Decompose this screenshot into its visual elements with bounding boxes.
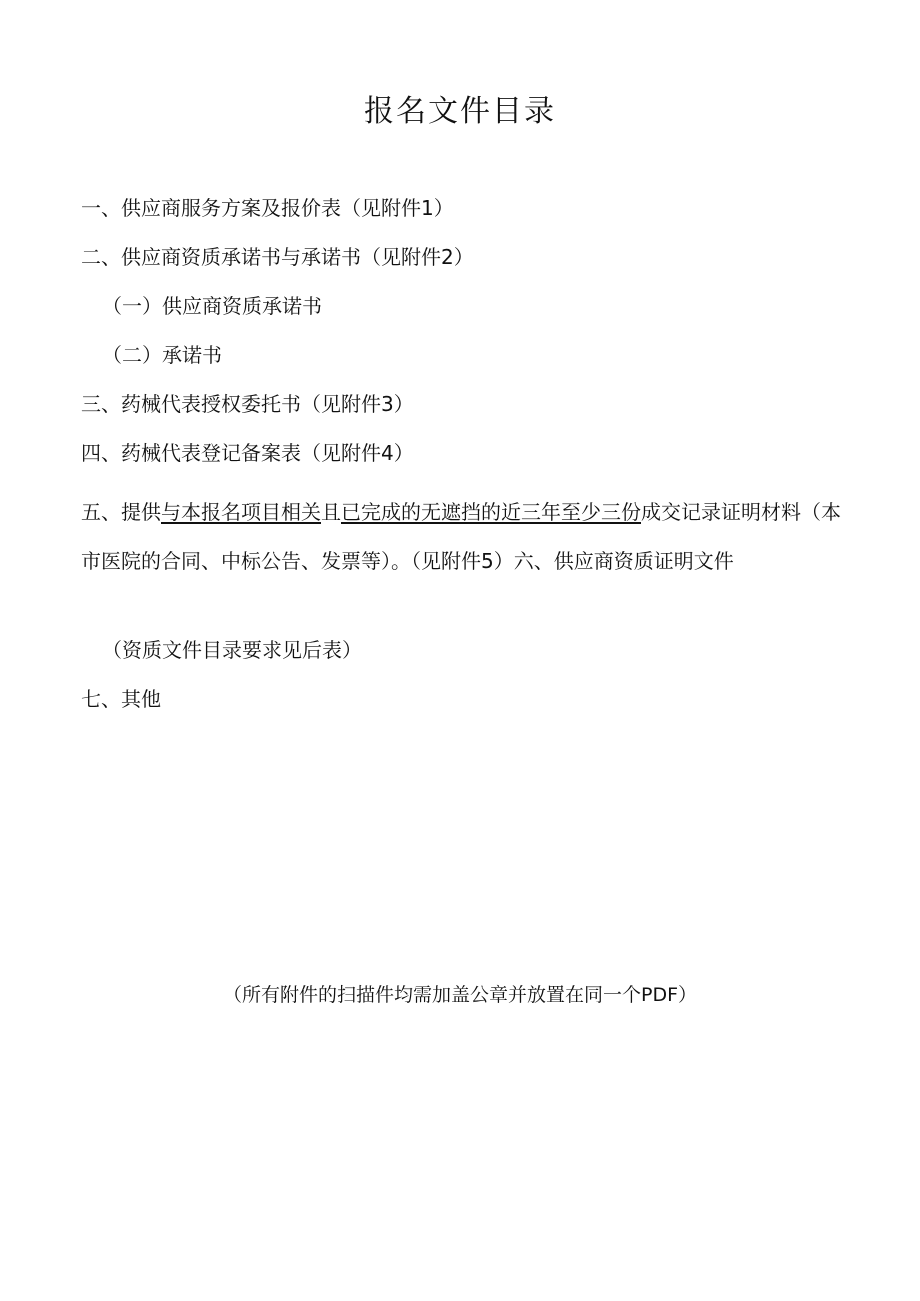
item-5-underlined-completed: 已完成的无遮挡的近三年至少三份 xyxy=(341,500,641,524)
footer-note: （所有附件的扫描件均需加盖公章并放置在同一个PDF） xyxy=(222,984,698,1006)
item-5-text-end: 成交记录证明材料（本市医院的合同、中标公告、发票等）。（见附件5）六、供应商资质证明文件 xyxy=(81,500,841,573)
list-item-6-note: （资质文件目录要求见后表） xyxy=(102,638,362,662)
list-item-2-sub-2: （二）承诺书 xyxy=(102,343,222,367)
list-item-3: 三、药械代表授权委托书（见附件3） xyxy=(81,392,414,416)
item-5-text-and: 且 xyxy=(321,500,341,524)
list-item-5-paragraph xyxy=(81,488,841,586)
item-5-text-start: 五、提供 xyxy=(81,500,161,524)
list-item-4: 四、药械代表登记备案表（见附件4） xyxy=(81,441,414,465)
list-item-7: 七、其他 xyxy=(81,687,161,711)
list-item-2: 二、供应商资质承诺书与承诺书（见附件2） xyxy=(81,245,474,269)
list-item-1: 一、供应商服务方案及报价表（见附件1） xyxy=(81,196,454,220)
list-item-2-sub-1: （一）供应商资质承诺书 xyxy=(102,294,322,318)
item-5-underlined-related: 与本报名项目相关 xyxy=(161,500,321,524)
page-title: 报名文件目录 xyxy=(364,94,556,129)
